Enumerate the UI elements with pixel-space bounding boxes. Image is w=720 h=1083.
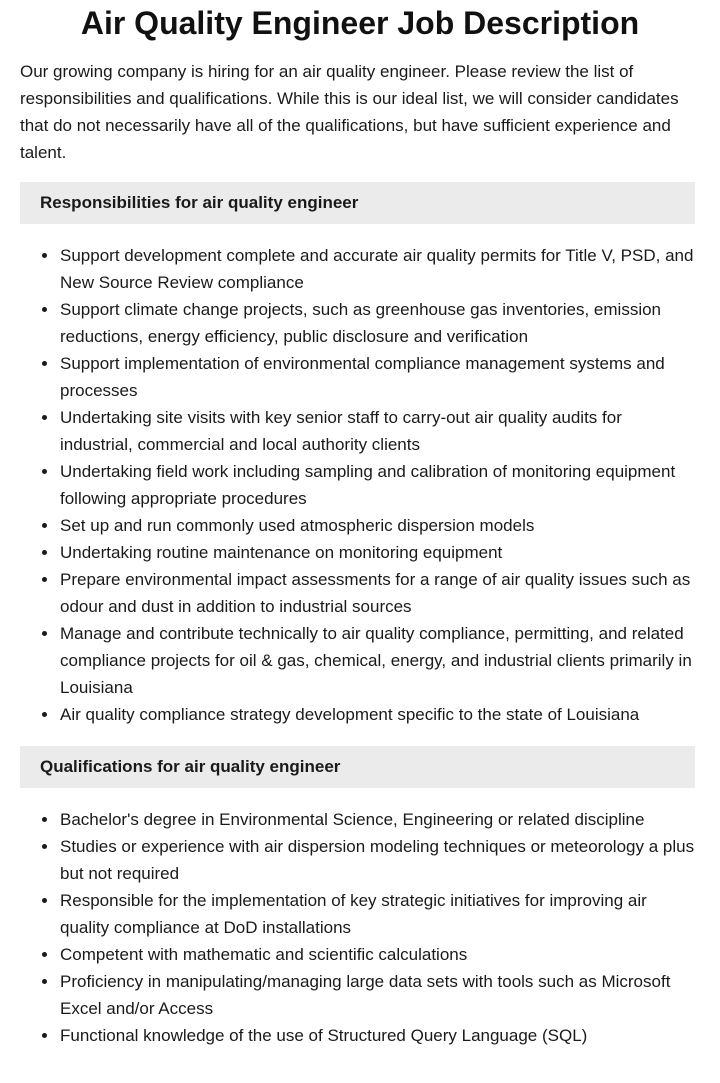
bullet-icon xyxy=(42,253,47,258)
list-item xyxy=(20,887,696,941)
list-item-text: Studies or experience with air dispersion modeling techniques or meteorology a plus but not required xyxy=(60,837,695,883)
list-item-text: Responsible for the implementation of key strategic initiatives for improving air quality compliance at DoD installations xyxy=(60,891,647,937)
bullet-icon xyxy=(42,844,47,849)
qualifications-heading: Qualifications for air quality engineer xyxy=(20,746,695,788)
list-item xyxy=(20,512,696,539)
list-item-text: Support development complete and accurate air quality permits for Title V, PSD, and New Source Review compliance xyxy=(60,246,694,292)
bullet-icon xyxy=(42,577,47,582)
list-item-text: Undertaking field work including sampling and calibration of monitoring equipment following appropriate procedures xyxy=(60,462,676,508)
list-item xyxy=(20,833,696,887)
list-item xyxy=(20,806,696,833)
list-item-text: Bachelor's degree in Environmental Science, Engineering or related discipline xyxy=(60,810,645,829)
page-title: Air Quality Engineer Job Description xyxy=(80,5,640,41)
bullet-icon xyxy=(42,631,47,636)
list-item-text: Air quality compliance strategy development specific to the state of Louisiana xyxy=(60,705,640,724)
list-item xyxy=(20,566,696,620)
list-item-text: Prepare environmental impact assessments for a range of air quality issues such as odour and dust in addition to industrial sources xyxy=(60,570,691,616)
bullet-icon xyxy=(42,979,47,984)
bullet-icon xyxy=(42,523,47,528)
list-item-text: Competent with mathematic and scientific calculations xyxy=(60,945,468,964)
list-item-text: Set up and run commonly used atmospheric dispersion models xyxy=(60,516,535,535)
list-item xyxy=(20,242,696,296)
list-item-text: Support implementation of environmental compliance management systems and processes xyxy=(60,354,665,400)
bullet-icon xyxy=(42,469,47,474)
bullet-icon xyxy=(42,550,47,555)
list-item-text: Manage and contribute technically to air quality compliance, permitting, and related compliance projects for oil & gas, chemical, energy, and industrial clients primarily in Louisiana xyxy=(60,624,692,697)
list-item xyxy=(20,539,696,566)
list-item-text: Proficiency in manipulating/managing large data sets with tools such as Microsoft Excel and/or Access xyxy=(60,972,671,1018)
list-item-text: Support climate change projects, such as greenhouse gas inventories, emission reductions, energy efficiency, public disclosure and verification xyxy=(60,300,662,346)
qualifications-list xyxy=(20,806,696,1049)
bullet-icon xyxy=(42,1033,47,1038)
responsibilities-list xyxy=(20,242,696,728)
bullet-icon xyxy=(42,361,47,366)
list-item xyxy=(20,458,696,512)
list-item-text: Undertaking site visits with key senior staff to carry-out air quality audits for industrial, commercial and local authority clients xyxy=(60,408,622,454)
list-item xyxy=(20,620,696,701)
list-item xyxy=(20,350,696,404)
list-item xyxy=(20,968,696,1022)
list-item-text: Functional knowledge of the use of Structured Query Language (SQL) xyxy=(60,1026,588,1045)
bullet-icon xyxy=(42,712,47,717)
responsibilities-heading: Responsibilities for air quality engineer xyxy=(20,182,695,224)
bullet-icon xyxy=(42,307,47,312)
list-item xyxy=(20,941,696,968)
bullet-icon xyxy=(42,952,47,957)
list-item xyxy=(20,404,696,458)
bullet-icon xyxy=(42,415,47,420)
intro-paragraph: Our growing company is hiring for an air quality engineer. Please review the list of responsibilities and qualifications. While this is our ideal list, we will consider candidates that do not necessarily have all of the qualifications, but have sufficient experience and talent. xyxy=(20,62,679,162)
list-item xyxy=(20,296,696,350)
list-item xyxy=(20,1022,696,1049)
list-item xyxy=(20,701,696,728)
list-item-text: Undertaking routine maintenance on monitoring equipment xyxy=(60,543,503,562)
bullet-icon xyxy=(42,817,47,822)
bullet-icon xyxy=(42,898,47,903)
